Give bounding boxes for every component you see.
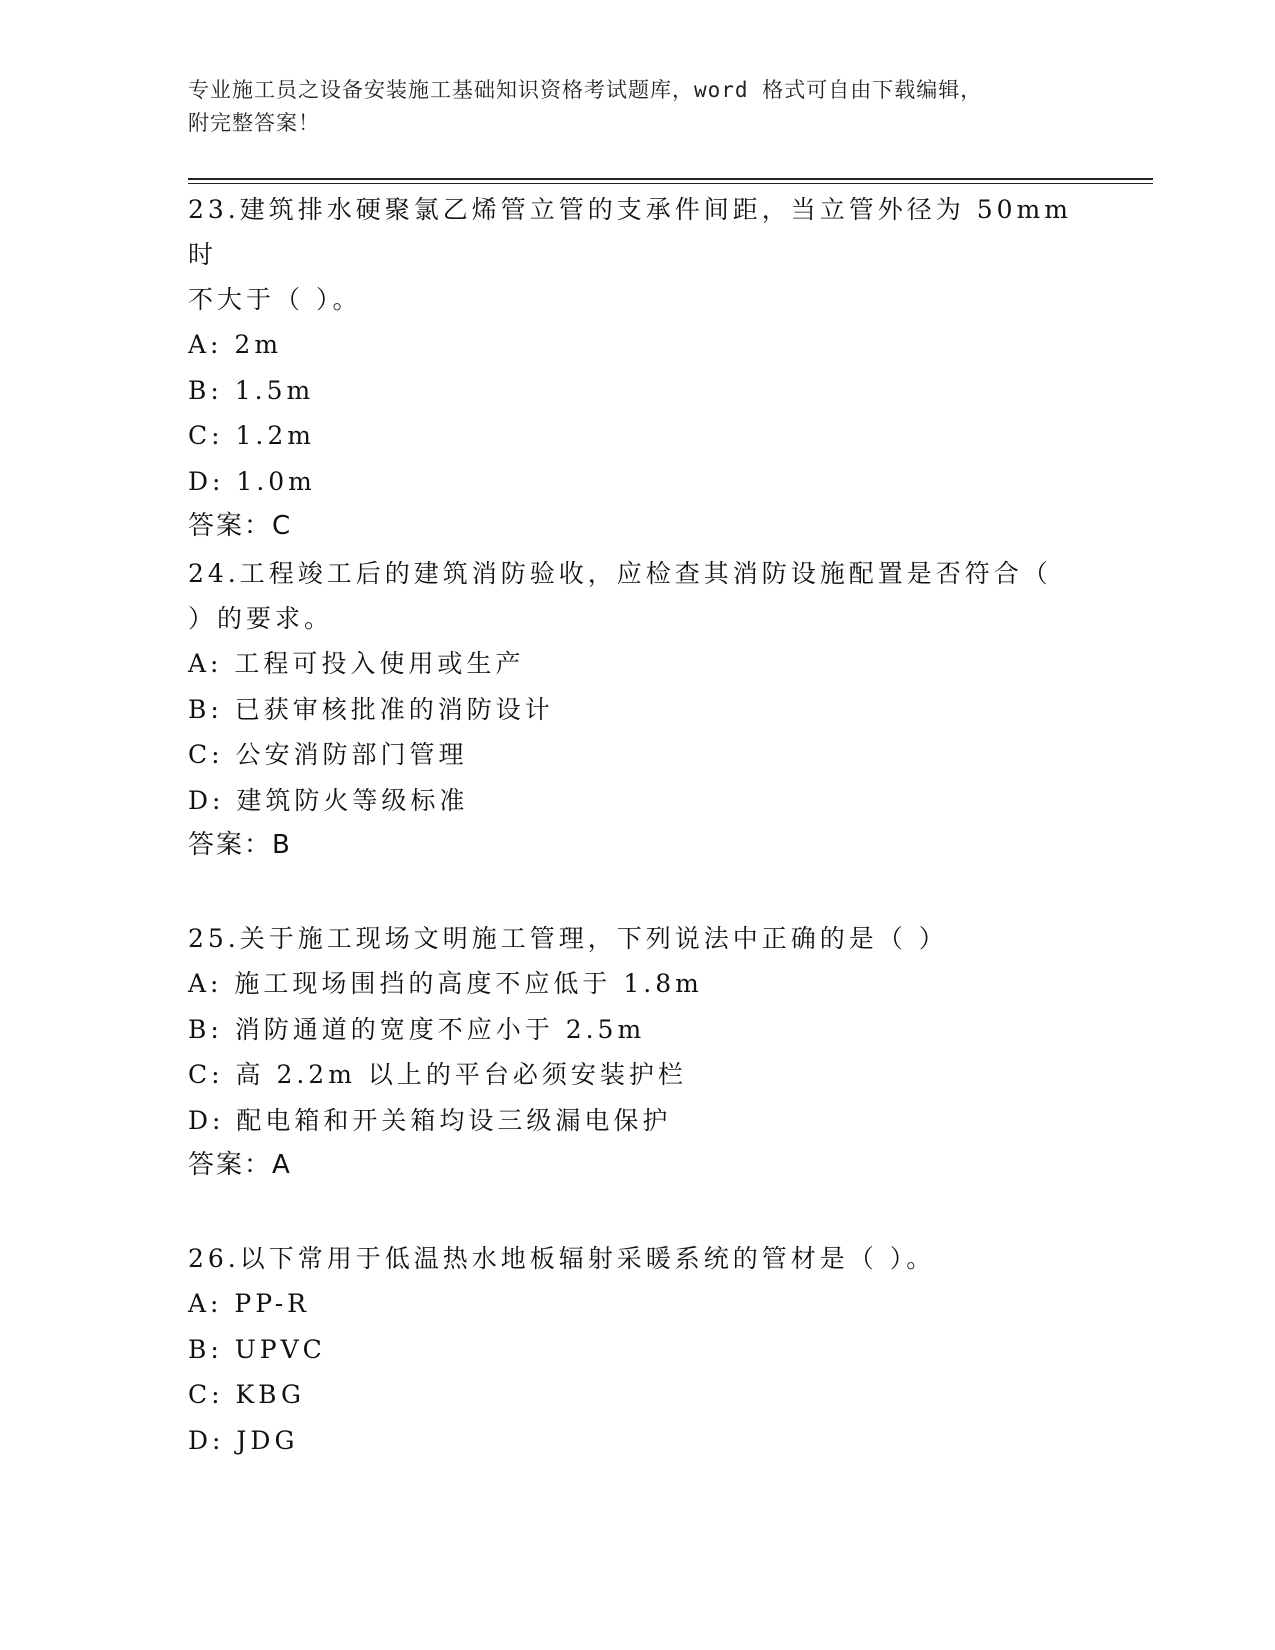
answer-line: 答案：B bbox=[188, 830, 292, 860]
option-a: A: 2m bbox=[188, 330, 283, 359]
option-a: A: 施工现场围挡的高度不应低于 1.8m bbox=[188, 969, 703, 998]
option-b: B: UPVC bbox=[188, 1334, 326, 1364]
header-line-2: 附完整答案！ bbox=[188, 111, 320, 135]
option-c: C: KBG bbox=[188, 1380, 305, 1409]
option-c: C: 1.2m bbox=[188, 421, 315, 450]
option-d: D: JDG bbox=[188, 1425, 299, 1455]
question-stem-line-1: 24.工程竣工后的建筑消防验收，应检查其消防设施配置是否符合（ bbox=[188, 559, 1052, 588]
question-stem-line-1: 25.关于施工现场文明施工管理，下列说法中正确的是（ ） bbox=[188, 924, 948, 953]
header-divider-thick bbox=[188, 178, 1153, 180]
option-b: B: 1.5m bbox=[188, 375, 315, 405]
question-25 bbox=[188, 916, 1088, 1188]
option-c: C: 高 2.2m 以上的平台必须安装护栏 bbox=[188, 1060, 687, 1089]
option-b: B: 已获审核批准的消防设计 bbox=[188, 694, 554, 724]
question-24 bbox=[188, 551, 1088, 868]
option-a: A: PP-R bbox=[188, 1289, 310, 1318]
question-stem-line-1: 26.以下常用于低温热水地板辐射采暖系统的管材是（ ）。 bbox=[188, 1244, 936, 1273]
option-d: D: 配电箱和开关箱均设三级漏电保护 bbox=[188, 1105, 672, 1135]
option-c: C: 公安消防部门管理 bbox=[188, 740, 468, 769]
option-d: D: 1.0m bbox=[188, 466, 316, 496]
question-stem-line-1: 23.建筑排水硬聚氯乙烯管立管的支承件间距，当立管外径为 50mm 时 bbox=[188, 195, 1072, 269]
question-stem-line-2: 不大于（ ）。 bbox=[188, 285, 362, 314]
header-divider-thin bbox=[188, 183, 1153, 184]
header-line-1: 专业施工员之设备安装施工基础知识资格考试题库，word 格式可自由下载编辑， bbox=[188, 78, 983, 102]
option-a: A: 工程可投入使用或生产 bbox=[188, 649, 525, 678]
answer-line: 答案：C bbox=[188, 511, 293, 541]
document-header bbox=[188, 74, 1088, 140]
question-stem-line-2: ）的要求。 bbox=[188, 604, 334, 633]
question-23 bbox=[188, 187, 1088, 549]
option-d: D: 建筑防火等级标准 bbox=[188, 785, 469, 815]
option-b: B: 消防通道的宽度不应小于 2.5m bbox=[188, 1014, 646, 1044]
answer-line: 答案：A bbox=[188, 1150, 292, 1180]
question-26 bbox=[188, 1236, 1088, 1463]
